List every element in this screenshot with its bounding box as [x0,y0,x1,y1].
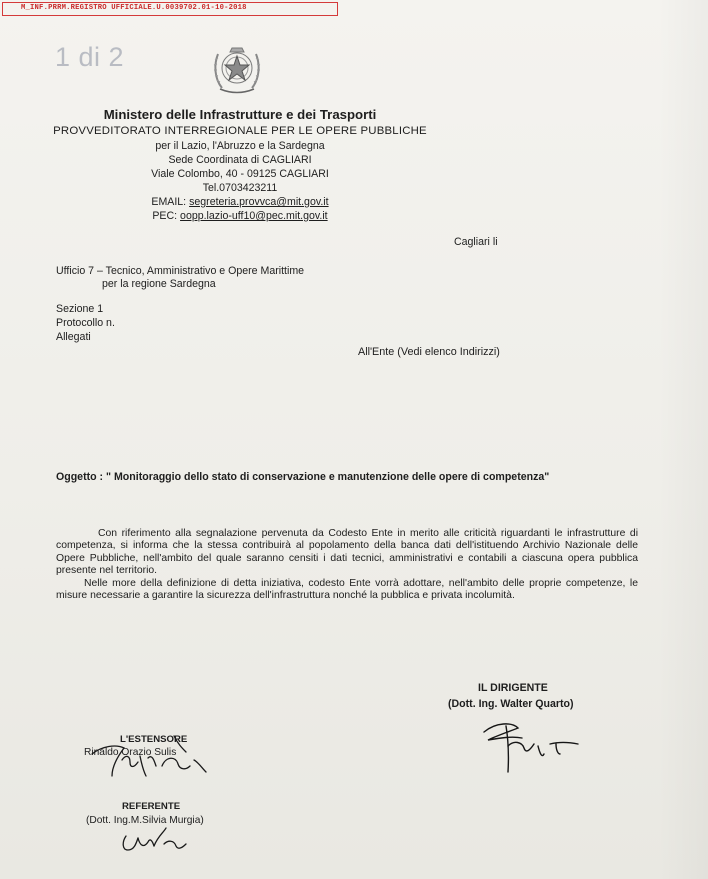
estensore-title: L'ESTENSORE [120,734,188,745]
protocol-stamp: M_INF.PRRM.REGISTRO UFFICIALE.U.0039702.01-10-2018 [2,2,338,16]
regions-line: per il Lazio, l'Abruzzo e la Sardegna [155,140,325,152]
dirigente-signature [478,714,588,776]
estensore-name: Rinaldo Orazio Sulis [84,747,177,758]
email-label: EMAIL: [151,196,187,208]
page-edge-shadow [658,0,708,879]
address-line: Viale Colombo, 40 - 09125 CAGLIARI [151,168,329,180]
protocollo-label: Protocollo n. [56,317,115,329]
email-line [60,196,420,208]
pec-label: PEC: [152,210,178,222]
ministry-name: Ministero delle Infrastrutture e dei Trasporti [103,107,377,122]
referente-signature [118,822,198,856]
seat-line: Sede Coordinata di CAGLIARI [168,154,312,166]
pec-link[interactable]: oopp.lazio-uff10@pec.mit.gov.it [180,210,328,222]
recipient: All'Ente (Vedi elenco Indirizzi) [358,346,500,358]
subject-line: Oggetto : " Monitoraggio dello stato di conservazione e manutenzione delle opere di competenza" [56,471,550,483]
provveditorato-name: PROVVEDITORATO INTERREGIONALE PER LE OPERE PUBBLICHE [53,125,427,137]
email-link[interactable]: segreteria.provvca@mit.gov.it [189,196,329,208]
page-indicator: 1 di 2 [55,42,125,72]
referente-title: REFERENTE [122,801,181,812]
phone-line: Tel.0703423211 [202,182,278,194]
body-paragraph-1: Con riferimento alla segnalazione pervenuta da Codesto Ente in merito alle criticità riguardanti le infrastrutture di competenza, si informa che la stessa contribuirà al popolamento della banca dati dell'istituendo Archivio Nazionale delle Opere Pubbliche, nell'ambito del quale saranno censiti i dati tecnici, amministrativi e contabili a ciascuna opera pubblica presente nel territorio. [56,528,638,577]
italian-republic-emblem-icon [208,42,266,98]
letter-body [56,528,638,602]
body-paragraph-2: Nelle more della definizione di detta iniziativa, codesto Ente vorrà adottare, nell'ambito delle proprie competenze, le misure necessarie a garantire la sicurezza dell'infrastruttura nonché la pubblica e privata incolumità. [56,577,638,602]
office-line-2: per la regione Sardegna [102,278,216,290]
estensore-signature [82,726,212,782]
place-date: Cagliari li [454,236,498,248]
allegati-label: Allegati [56,331,91,343]
pec-line [60,210,420,222]
referente-name: (Dott. Ing.M.Silvia Murgia) [86,815,204,826]
dirigente-name: (Dott. Ing. Walter Quarto) [448,698,574,710]
sezione-label: Sezione 1 [56,303,104,315]
references-block [56,302,115,344]
dirigente-title: IL DIRIGENTE [478,682,548,694]
office-line-1: Ufficio 7 – Tecnico, Amministrativo e Opere Marittime [56,265,305,277]
